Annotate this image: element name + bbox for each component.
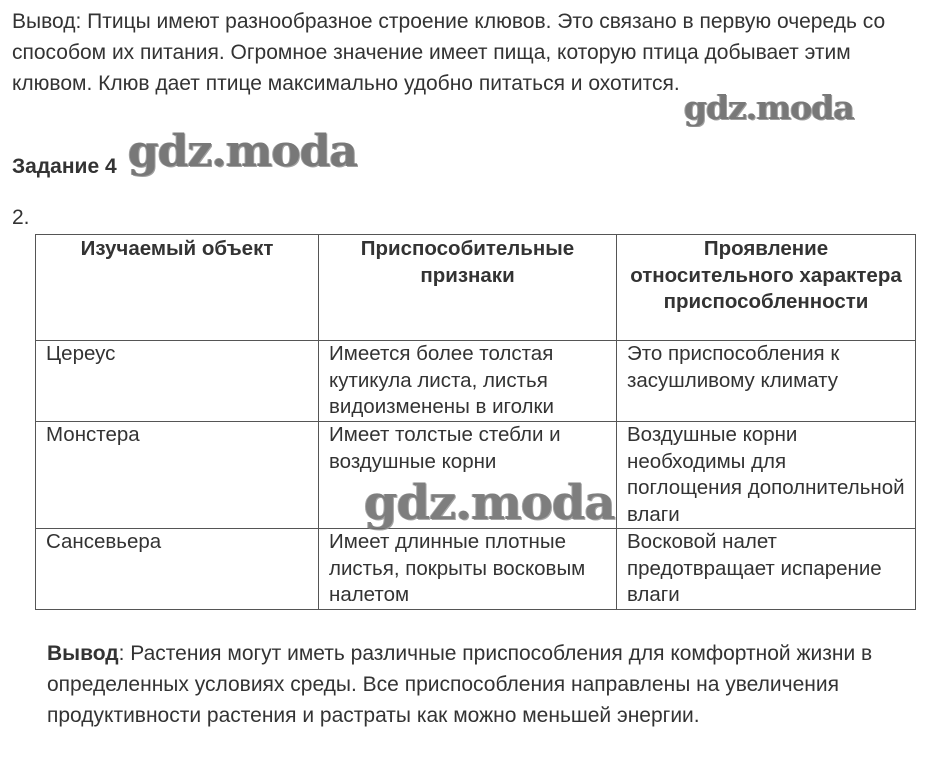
watermark-logo: gdz.moda bbox=[684, 88, 854, 127]
cell-object: Монстера bbox=[36, 422, 319, 529]
cell-traits: Имеется более толстая кутикула листа, листья видоизменены в иголки bbox=[319, 341, 617, 422]
table-row bbox=[36, 529, 916, 610]
cell-traits: Имеет толстые стебли и воздушные корни bbox=[319, 422, 617, 529]
table-row bbox=[36, 341, 916, 422]
adaptations-table bbox=[35, 234, 916, 610]
header-studied-object: Изучаемый объект bbox=[36, 235, 319, 341]
conclusion-separator: : bbox=[118, 642, 125, 665]
cell-relative: Восковой налет предотвращает испарение влаги bbox=[617, 529, 916, 610]
header-relative-adaptation: Проявление относительного характера приспособленности bbox=[617, 235, 916, 341]
conclusion-paragraph bbox=[47, 638, 907, 731]
task-heading: Задание 4 bbox=[12, 155, 117, 178]
conclusion-label: Вывод bbox=[47, 642, 119, 665]
watermark-logo: gdz.moda bbox=[128, 126, 358, 177]
cell-object: Сансевьера bbox=[36, 529, 319, 610]
table-header-row bbox=[36, 235, 916, 341]
watermark-logo: gdz.moda bbox=[364, 475, 615, 531]
intro-paragraph: Вывод: Птицы имеют разнообразное строение клювов. Это связано в первую очередь со способом их питания. Огромное значение имеет пища, которую птица добывает этим клювом. Клюв дает птице максимально удобно питаться и охотится. bbox=[12, 10, 886, 95]
item-number: 2. bbox=[12, 206, 30, 229]
cell-traits: Имеет длинные плотные листья, покрыты восковым налетом bbox=[319, 529, 617, 610]
cell-relative: Воздушные корни необходимы для поглощения дополнительной влаги bbox=[617, 422, 916, 529]
cell-object: Цереус bbox=[36, 341, 319, 422]
cell-relative: Это приспособления к засушливому климату bbox=[617, 341, 916, 422]
conclusion-text: Растения могут иметь различные приспособления для комфортной жизни в определенных условиях среды. Все приспособления направлены на увеличения продуктивности растения и растраты как можно меньшей энергии. bbox=[47, 642, 873, 727]
header-adaptive-traits: Приспособительные признаки bbox=[319, 235, 617, 341]
